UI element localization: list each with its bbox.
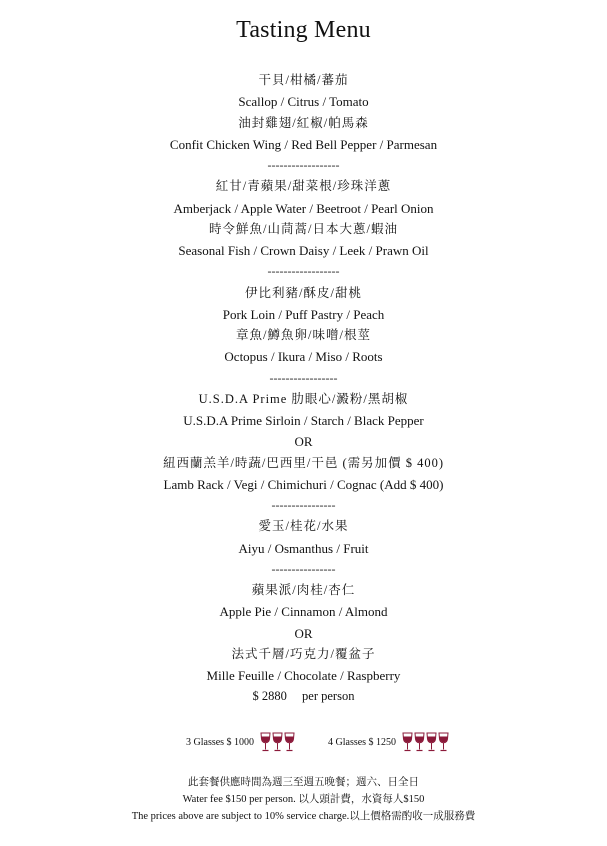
dish-name-chinese: 伊比利豬/酥皮/甜桃	[245, 285, 362, 300]
page-title: Tasting Menu	[236, 17, 371, 43]
course-divider: ----------------	[271, 561, 336, 576]
or-separator: OR	[294, 625, 313, 641]
dish-name-chinese: 蘋果派/肉桂/杏仁	[251, 583, 356, 597]
footer-service-charge: The prices above are subject to 10% service charge.以上價格需酌收一成服務費	[131, 811, 476, 822]
pairing-label: 3 Glasses $ 1000	[186, 736, 255, 748]
dish-name-english: Aiyu / Osmanthus / Fruit	[238, 540, 369, 556]
pairing-4-glasses	[328, 730, 450, 754]
wine-glass-icon	[284, 732, 295, 752]
course-list	[0, 70, 607, 686]
price-unit: per person	[302, 689, 355, 703]
dish-name-english: Octopus / Ikura / Miso / Roots	[224, 349, 383, 365]
or-separator: OR	[294, 434, 313, 450]
dish-name-english: U.S.D.A Prime Sirloin / Starch / Black Pepper	[183, 413, 424, 428]
wine-glass-icon	[272, 732, 283, 752]
dish-name-english: Scallop / Citrus / Tomato	[238, 94, 369, 110]
wine-glass-icon	[414, 732, 425, 752]
dish-name-english: Pork Loin / Puff Pastry / Peach	[222, 306, 385, 322]
course-divider: ----------------	[271, 498, 336, 512]
pairing-3-glasses	[186, 730, 296, 754]
dish-name-english: Lamb Rack / Vegi / Chimichuri / Cognac (Add $ 400)	[163, 476, 444, 492]
dish-name-english: Amberjack / Apple Water / Beetroot / Pearl Onion	[173, 200, 434, 216]
wine-glass-icon	[260, 732, 271, 752]
pairing-label: 4 Glasses $ 1250	[328, 736, 397, 748]
dish-name-chinese: 油封雞翅/紅椒/帕馬森	[238, 115, 369, 130]
dish-name-chinese: 紅甘/青蘋果/甜菜根/珍珠洋蔥	[215, 179, 392, 194]
course-divider: -----------------	[269, 370, 338, 385]
dish-name-chinese: 干貝/柑橘/蕃茄	[258, 73, 349, 87]
footer-serving-times: 此套餐供應時間為週三至週五晚餐；週六、日全日	[188, 777, 419, 788]
dish-name-chinese: 紐西蘭羔羊/時蔬/巴西里/干邑 (需另加價 $ 400)	[162, 455, 445, 470]
dish-name-english: Seasonal Fish / Crown Daisy / Leek / Prawn Oil	[178, 243, 429, 258]
dish-name-english: Mille Feuille / Chocolate / Raspberry	[206, 668, 401, 683]
price-line	[0, 689, 607, 704]
dish-name-chinese: 時令鮮魚/山茼蒿/日本大蔥/蝦油	[209, 221, 398, 236]
footer-notes	[0, 774, 607, 825]
course-divider: ------------------	[267, 264, 340, 279]
dish-name-english: Confit Chicken Wing / Red Bell Pepper / Parmesan	[169, 136, 438, 152]
wine-glass-icon	[426, 732, 437, 752]
wine-pairings	[0, 730, 607, 754]
dish-name-english: Apple Pie / Cinnamon / Almond	[219, 604, 388, 620]
price-amount: $ 2880	[252, 689, 287, 703]
glass-icons	[402, 732, 450, 752]
glass-icons	[260, 732, 296, 752]
dish-name-chinese: 愛玉/桂花/水果	[258, 519, 349, 534]
wine-glass-icon	[402, 732, 413, 752]
dish-name-chinese: 法式千層/巧克力/覆盆子	[231, 646, 376, 661]
dish-name-chinese: U.S.D.A Prime 肋眼心/澱粉/黑胡椒	[198, 391, 409, 406]
dish-name-chinese: 章魚/鱒魚卵/味噌/根莖	[236, 328, 371, 342]
course-divider: ------------------	[267, 158, 340, 172]
wine-glass-icon	[438, 732, 449, 752]
footer-water-fee: Water fee $150 per person. 以人頭計費，水資每人$150	[182, 794, 425, 805]
